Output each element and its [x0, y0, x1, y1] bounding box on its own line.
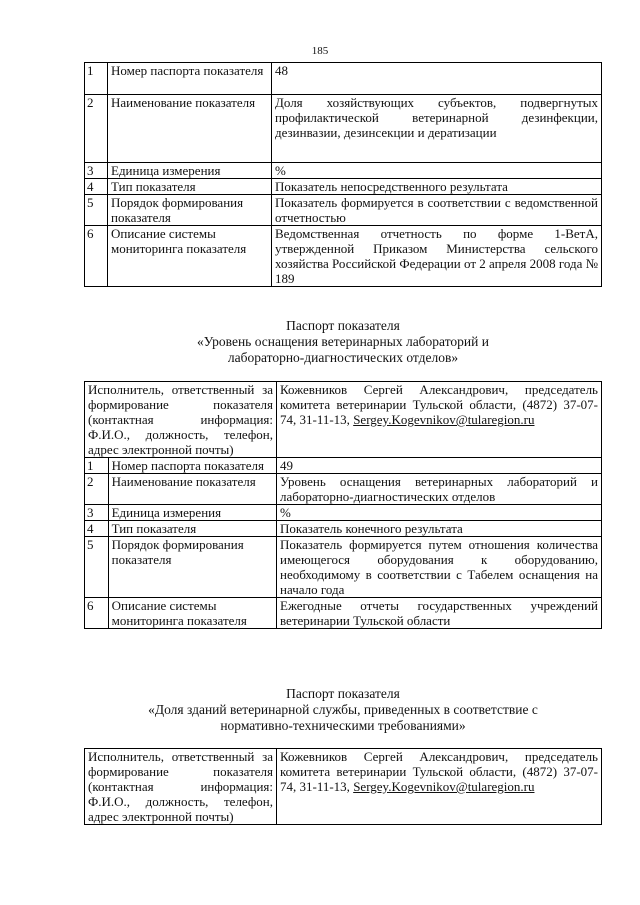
- table-row: [85, 95, 602, 163]
- table-row: [85, 63, 602, 95]
- row-label: Порядок формирования показателя: [108, 195, 272, 226]
- row-label: Описание системы мониторинга показателя: [108, 226, 272, 287]
- table-row: [85, 521, 602, 537]
- page-number: 185: [311, 45, 329, 57]
- row-label: Номер паспорта показателя: [108, 63, 272, 95]
- row-number: 4: [85, 179, 108, 195]
- table-row: [85, 537, 602, 598]
- row-label: Номер паспорта показателя: [108, 458, 276, 474]
- executor-details: Кожевников Сергей Александрович, председатель комитета ветеринарии Тульской области, (4872) 37-07-74, 31-11-13,: [280, 749, 598, 794]
- row-label: Тип показателя: [108, 179, 272, 195]
- heading-line: лабораторно-диагностических отделов»: [227, 350, 459, 365]
- executor-details: Кожевников Сергей Александрович, председатель комитета ветеринарии Тульской области, (4872) 37-07-74, 31-11-13,: [280, 382, 598, 427]
- row-number: 4: [85, 521, 109, 537]
- executor-label: Исполнитель, ответственный за формирование показателя (контактная информация: Ф.И.О., должность, телефон, адрес электронной почты): [85, 382, 277, 458]
- row-label: Описание системы мониторинга показателя: [108, 598, 276, 629]
- row-number: 3: [85, 163, 108, 179]
- executor-value: [277, 749, 602, 825]
- row-label: Единица измерения: [108, 505, 276, 521]
- row-label: Тип показателя: [108, 521, 276, 537]
- row-value: Уровень оснащения ветеринарных лабораторий и лабораторно-диагностических отделов: [277, 474, 602, 505]
- row-value: Показатель непосредственного результата: [272, 179, 602, 195]
- row-number: 6: [85, 598, 109, 629]
- executor-label: Исполнитель, ответственный за формирование показателя (контактная информация: Ф.И.О., должность, телефон, адрес электронной почты): [85, 749, 277, 825]
- executor-row: [85, 749, 602, 825]
- table-row: [85, 474, 602, 505]
- row-number: 5: [85, 537, 109, 598]
- passport-heading-49: [84, 318, 602, 366]
- row-label: Порядок формирования показателя: [108, 537, 276, 598]
- heading-line: «Уровень оснащения ветеринарных лабораторий и: [197, 334, 489, 349]
- passport-table-50: [84, 748, 602, 825]
- row-label: Единица измерения: [108, 163, 272, 179]
- heading-line: нормативно-техническими требованиями»: [220, 718, 466, 733]
- row-label: Наименование показателя: [108, 95, 272, 163]
- row-value: 49: [277, 458, 602, 474]
- table-row: [85, 195, 602, 226]
- row-number: 2: [85, 474, 109, 505]
- row-value: Доля хозяйствующих субъектов, подвергнутых профилактической ветеринарной дезинфекции, дезинвазии, дезинсекции и дератизации: [272, 95, 602, 163]
- executor-email-link[interactable]: Sergey.Kogevnikov@tularegion.ru: [353, 412, 535, 427]
- table-row: [85, 163, 602, 179]
- heading-line: Паспорт показателя: [286, 318, 400, 333]
- passport-table-49: [84, 381, 602, 629]
- row-label: Наименование показателя: [108, 474, 276, 505]
- passport-heading-50: [84, 686, 602, 734]
- row-value: %: [277, 505, 602, 521]
- row-number: 6: [85, 226, 108, 287]
- table-row: [85, 226, 602, 287]
- row-value: Показатель конечного результата: [277, 521, 602, 537]
- row-value: Показатель формируется в соответствии с ведомственной отчетностью: [272, 195, 602, 226]
- row-value: 48: [272, 63, 602, 95]
- row-number: 1: [85, 458, 109, 474]
- table-row: [85, 458, 602, 474]
- table-row: [85, 598, 602, 629]
- row-number: 3: [85, 505, 109, 521]
- row-number: 2: [85, 95, 108, 163]
- table-row: [85, 179, 602, 195]
- row-number: 1: [85, 63, 108, 95]
- heading-line: «Доля зданий ветеринарной службы, приведенных в соответствие с: [148, 702, 538, 717]
- executor-email-link[interactable]: Sergey.Kogevnikov@tularegion.ru: [353, 779, 535, 794]
- table-row: [85, 505, 602, 521]
- row-value: Ведомственная отчетность по форме 1-ВетА, утвержденной Приказом Министерства сельского хозяйства Российской Федерации от 2 апреля 2008 года № 189: [272, 226, 602, 287]
- passport-table-48: [84, 62, 602, 287]
- row-value: Ежегодные отчеты государственных учреждений ветеринарии Тульской области: [277, 598, 602, 629]
- executor-row: [85, 382, 602, 458]
- executor-value: [277, 382, 602, 458]
- row-number: 5: [85, 195, 108, 226]
- row-value: Показатель формируется путем отношения количества имеющегося оборудования к оборудованию, необходимому в соответствии с Табелем оснащения на начало года: [277, 537, 602, 598]
- row-value: %: [272, 163, 602, 179]
- heading-line: Паспорт показателя: [286, 686, 400, 701]
